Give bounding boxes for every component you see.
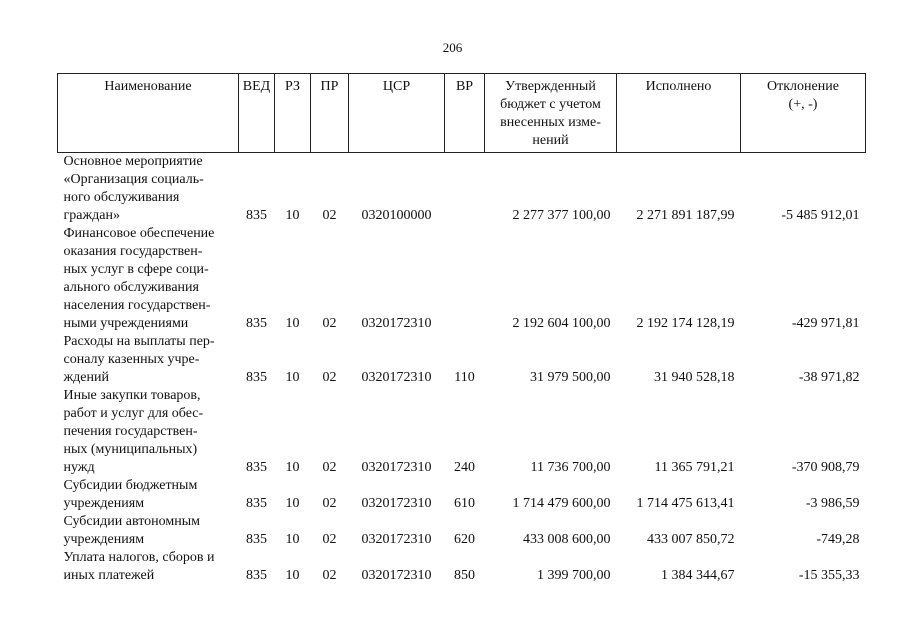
cell-name-line: Субсидии бюджетным xyxy=(63,478,198,493)
cell-name-line: Основное мероприятие xyxy=(63,154,203,169)
cell-name xyxy=(58,387,239,477)
cell-ved: 835 xyxy=(246,532,267,547)
cell-deviation: -749,28 xyxy=(816,532,860,547)
cell-rz: 10 xyxy=(285,316,300,331)
cell-vr: 620 xyxy=(454,532,475,547)
cell-name-line: ждений xyxy=(63,370,109,385)
cell-rz: 10 xyxy=(285,460,300,475)
table-row xyxy=(58,513,866,549)
cell-name-line: ными учреждениями xyxy=(63,316,189,331)
cell-name-line: населения государствен- xyxy=(63,298,211,313)
header-vr: ВР xyxy=(445,74,485,153)
cell-vr: 110 xyxy=(454,370,475,385)
cell-name-line: ного обслуживания xyxy=(63,190,180,205)
cell-csr: 0320100000 xyxy=(361,208,432,223)
cell-vr xyxy=(445,153,485,226)
cell-pr: 02 xyxy=(322,208,337,223)
header-pr: ПР xyxy=(311,74,349,153)
cell-csr: 0320172310 xyxy=(361,496,432,511)
cell-name xyxy=(58,333,239,387)
cell-rz: 10 xyxy=(285,568,300,583)
cell-approved: 1 399 700,00 xyxy=(537,568,611,583)
budget-execution-table xyxy=(57,73,866,585)
cell-ved: 835 xyxy=(246,496,267,511)
header-rz: РЗ xyxy=(275,74,311,153)
cell-rz: 10 xyxy=(285,370,300,385)
cell-name-line: нужд xyxy=(63,460,95,475)
cell-name-line: Иные закупки товаров, xyxy=(63,388,201,403)
header-name: Наименование xyxy=(58,74,239,153)
cell-executed: 1 714 475 613,41 xyxy=(636,496,735,511)
cell-csr: 0320172310 xyxy=(361,316,432,331)
cell-pr: 02 xyxy=(322,316,337,331)
cell-name-line: ального обслуживания xyxy=(63,280,199,295)
cell-executed: 31 940 528,18 xyxy=(654,370,735,385)
table-row xyxy=(58,153,866,226)
cell-csr: 0320172310 xyxy=(361,568,432,583)
cell-name-line: оказания государствен- xyxy=(63,244,203,259)
cell-name-line: иных платежей xyxy=(63,568,155,583)
cell-deviation: -429 971,81 xyxy=(791,316,860,331)
cell-name xyxy=(58,153,239,226)
table-row xyxy=(58,549,866,585)
cell-ved: 835 xyxy=(246,316,267,331)
cell-executed: 11 365 791,21 xyxy=(654,460,735,475)
cell-ved: 835 xyxy=(246,208,267,223)
cell-ved: 835 xyxy=(246,568,267,583)
cell-name-line: Субсидии автономным xyxy=(63,514,200,529)
cell-rz: 10 xyxy=(285,532,300,547)
cell-name-line: граждан» xyxy=(63,208,120,223)
cell-ved: 835 xyxy=(246,370,267,385)
header-csr: ЦСР xyxy=(349,74,445,153)
table-row xyxy=(58,333,866,387)
cell-name xyxy=(58,225,239,333)
cell-name-line: ных (муниципальных) xyxy=(63,442,198,457)
cell-approved: 2 192 604 100,00 xyxy=(512,316,611,331)
page-number: 206 xyxy=(442,40,463,55)
table-body xyxy=(58,153,866,586)
header-executed: Исполнено xyxy=(617,74,741,153)
cell-approved: 2 277 377 100,00 xyxy=(512,208,611,223)
cell-name xyxy=(58,549,239,585)
cell-approved: 11 736 700,00 xyxy=(530,460,611,475)
cell-pr: 02 xyxy=(322,532,337,547)
header-ved: ВЕД xyxy=(239,74,275,153)
cell-pr: 02 xyxy=(322,568,337,583)
cell-deviation: -38 971,82 xyxy=(798,370,860,385)
cell-deviation: -5 485 912,01 xyxy=(781,208,860,223)
cell-name xyxy=(58,477,239,513)
cell-deviation: -370 908,79 xyxy=(791,460,860,475)
cell-name-line: Финансовое обеспечение xyxy=(63,226,215,241)
cell-approved: 1 714 479 600,00 xyxy=(512,496,611,511)
cell-name-line: Расходы на выплаты пер- xyxy=(63,334,215,349)
cell-name-line: «Организация социаль- xyxy=(63,172,204,187)
cell-pr: 02 xyxy=(322,460,337,475)
cell-approved: 433 008 600,00 xyxy=(523,532,611,547)
header-approved: Утвержденный бюджет с учетом внесенных изме- нений xyxy=(485,74,617,153)
cell-deviation: -3 986,59 xyxy=(805,496,860,511)
cell-executed: 2 192 174 128,19 xyxy=(636,316,735,331)
cell-name-line: печения государствен- xyxy=(63,424,198,439)
cell-approved: 31 979 500,00 xyxy=(530,370,611,385)
cell-pr: 02 xyxy=(322,370,337,385)
cell-vr: 240 xyxy=(454,460,475,475)
cell-rz: 10 xyxy=(285,496,300,511)
cell-name-line: ных услуг в сфере соци- xyxy=(63,262,209,277)
cell-vr: 610 xyxy=(454,496,475,511)
cell-rz: 10 xyxy=(285,208,300,223)
header-deviation: Отклонение (+, -) xyxy=(741,74,866,153)
cell-deviation: -15 355,33 xyxy=(798,568,860,583)
table-header xyxy=(58,74,866,153)
cell-name xyxy=(58,513,239,549)
cell-csr: 0320172310 xyxy=(361,460,432,475)
cell-ved: 835 xyxy=(246,460,267,475)
cell-name-line: работ и услуг для обес- xyxy=(63,406,204,421)
table-row xyxy=(58,477,866,513)
cell-executed: 1 384 344,67 xyxy=(661,568,735,583)
cell-name-line: учреждениям xyxy=(63,532,145,547)
cell-vr xyxy=(445,225,485,333)
table-row xyxy=(58,225,866,333)
table-row xyxy=(58,387,866,477)
cell-name-line: соналу казенных учре- xyxy=(63,352,200,367)
cell-executed: 433 007 850,72 xyxy=(647,532,735,547)
cell-name-line: учреждениям xyxy=(63,496,145,511)
cell-name-line: Уплата налогов, сборов и xyxy=(63,550,215,565)
cell-pr: 02 xyxy=(322,496,337,511)
cell-csr: 0320172310 xyxy=(361,532,432,547)
cell-vr: 850 xyxy=(454,568,475,583)
cell-csr: 0320172310 xyxy=(361,370,432,385)
cell-executed: 2 271 891 187,99 xyxy=(636,208,735,223)
